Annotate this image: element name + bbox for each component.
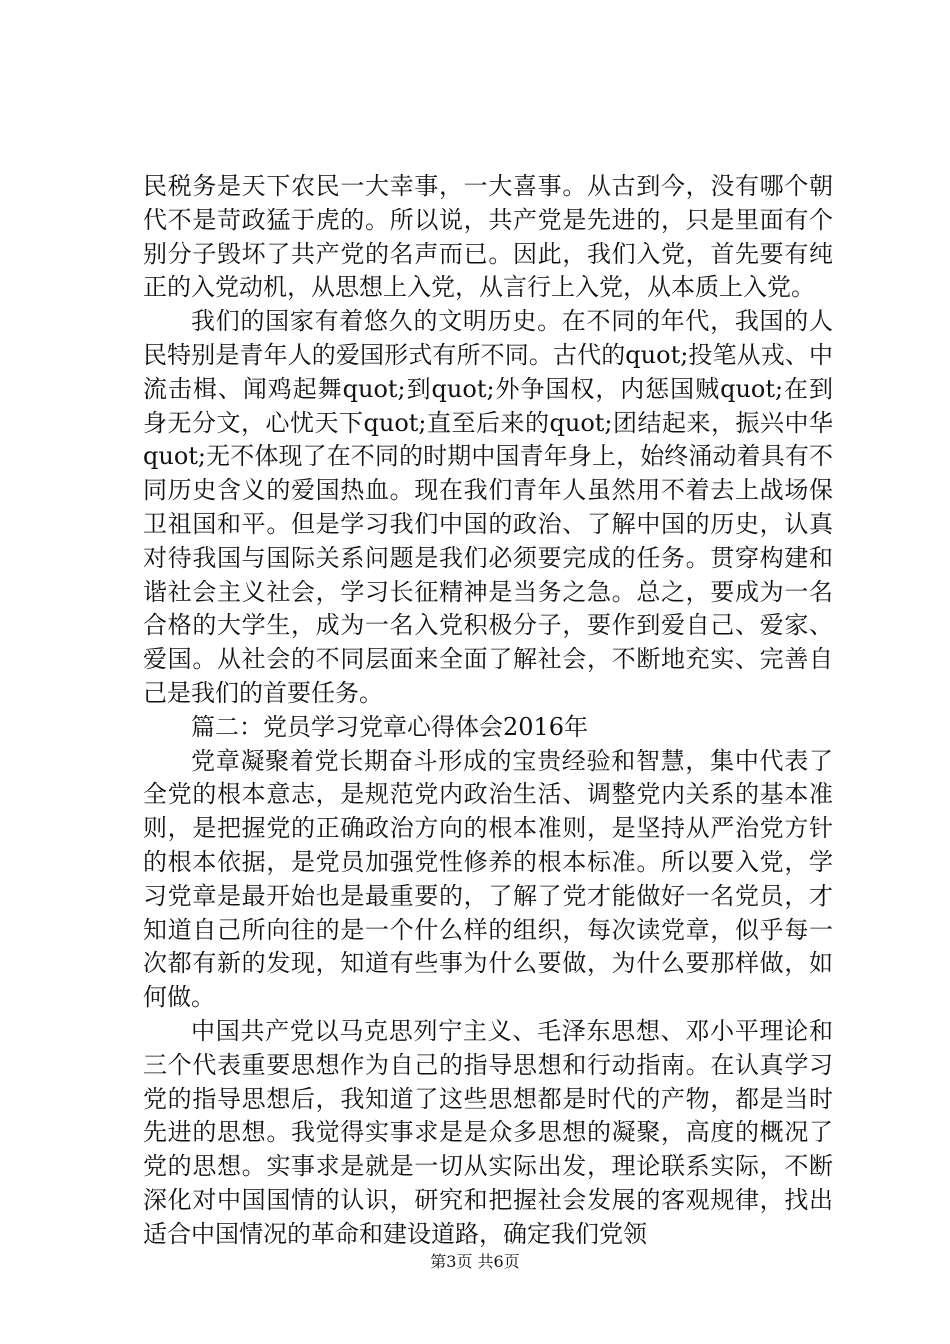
document-body — [143, 170, 833, 1252]
section-heading: 篇二：党员学习党章心得体会2016年 — [191, 712, 589, 741]
page-footer: 第3页 共6页 — [430, 1252, 520, 1271]
paragraph-1: 民税务是天下农民一大幸事，一大喜事。从古到今，没有哪个朝代不是苛政猛于虎的。所以说，共产党是先进的，只是里面有个别分子毁坏了共产党的名声而已。因此，我们入党，首先要有纯正的入党动机，从思想上入党，从言行上入党，从本质上入党。 — [143, 172, 833, 302]
paragraph-4: 中国共产党以马克思列宁主义、毛泽东思想、邓小平理论和三个代表重要思想作为自己的指导思想和行动指南。在认真学习党的指导思想后，我知道了这些思想都是时代的产物，都是当时先进的思想。我觉得实事求是是众多思想的凝聚，高度的概况了党的思想。实事求是就是一切从实际出发，理论联系实际，不断深化对中国国情的认识，研究和把握社会发展的客观规律，找出适合中国情况的革命和建设道路，确定我们党领 — [143, 1016, 833, 1248]
paragraph-2: 我们的国家有着悠久的文明历史。在不同的年代，我国的人民特别是青年人的爱国形式有所不同。古代的quot;投笔从戎、中流击楫、闻鸡起舞quot;到quot;外争国权，内惩国贼quot;在到身无分文，心忧天下quot;直至后来的quot;团结起来，振兴中华quot;无不体现了在不同的时期中国青年身上，始终涌动着具有不同历史含义的爱国热血。现在我们青年人虽然用不着去上战场保卫祖国和平。但是学习我们中国的政治、了解中国的历史，认真对待我国与国际关系问题是我们必须要完成的任务。贯穿构建和谐社会主义社会，学习长征精神是当务之急。总之，要成为一名合格的大学生，成为一名入党积极分子，要作到爱自己、爱家、爱国。从社会的不同层面来全面了解社会，不断地充实、完善自己是我们的首要任务。 — [143, 307, 833, 707]
paragraph-3: 党章凝聚着党长期奋斗形成的宝贵经验和智慧，集中代表了全党的根本意志，是规范党内政治生活、调整党内关系的基本准则，是把握党的正确政治方向的根本准则，是坚持从严治党方针的根本依据，是党员加强党性修养的根本标准。所以要入党，学习党章是最开始也是最重要的，了解了党才能做好一名党员，才知道自己所向往的是一个什么样的组织，每次读党章，似乎每一次都有新的发现，知道有些事为什么要做，为什么要那样做，如何做。 — [143, 746, 833, 1012]
